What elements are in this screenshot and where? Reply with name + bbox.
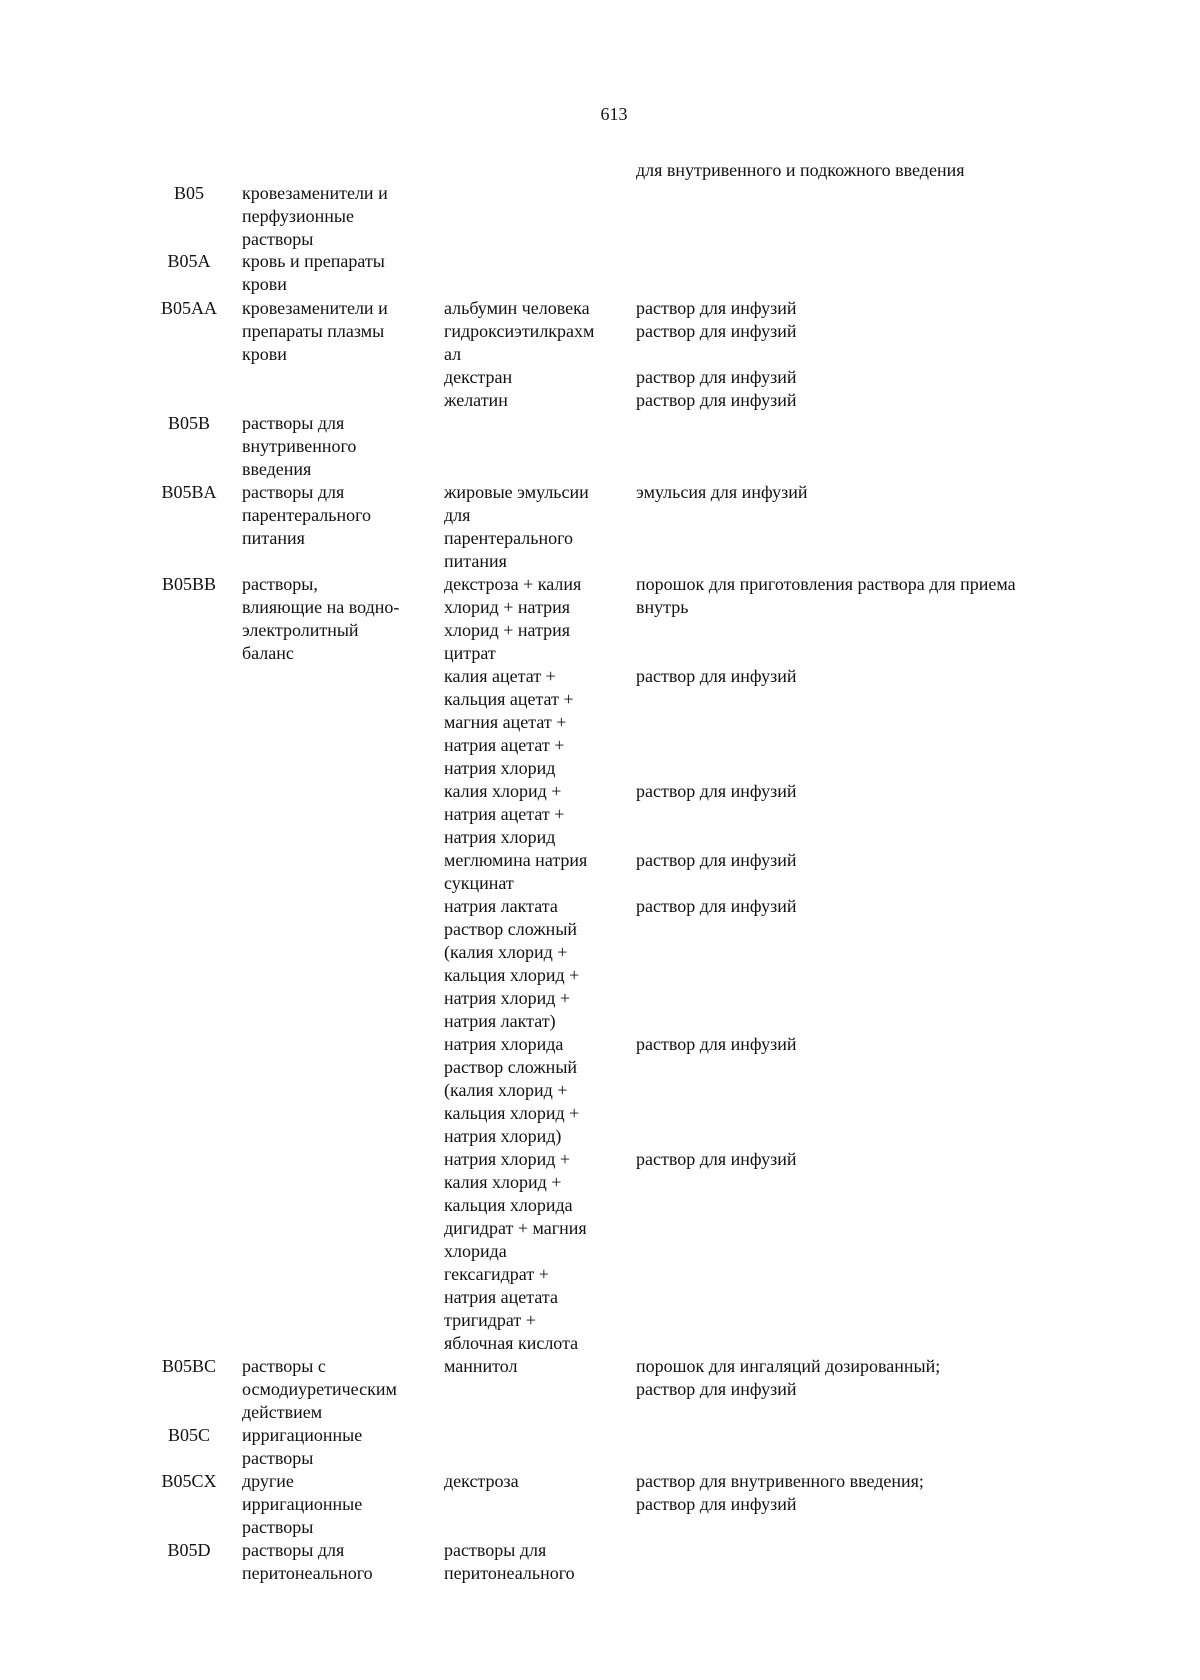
atc-code: B05AA <box>160 298 217 318</box>
group-name: кровезаменители и препараты плазмы крови <box>242 298 388 364</box>
dosage-form: раствор для инфузий <box>636 666 797 686</box>
dosage-form: эмульсия для инфузий <box>636 482 808 502</box>
substance-name: жировые эмульсии для парентерального питания <box>444 482 589 571</box>
substance-name: натрия хлорид + калия хлорид + кальция хлорида дигидрат + магния хлорида гексагидрат + натрия ацетата тригидрат + яблочная кислота <box>444 1149 587 1353</box>
group-name: растворы для внутривенного введения <box>242 413 357 479</box>
atc-code: B05B <box>167 413 210 433</box>
atc-code: B05C <box>167 1425 210 1445</box>
dosage-form: раствор для инфузий <box>636 781 797 801</box>
substance-name: натрия лактата раствор сложный (калия хлорид + кальция хлорид + натрия хлорид + натрия лактат) <box>444 896 580 1031</box>
substance-name: желатин <box>444 390 508 410</box>
substance-name: гидроксиэтилкрахм ал <box>444 321 595 364</box>
group-name: растворы для парентерального питания <box>242 482 372 548</box>
page-number: 613 <box>600 104 628 124</box>
substance-name: декстроза + калия хлорид + натрия хлорид + натрия цитрат <box>444 574 582 663</box>
substance-name: декстроза <box>444 1471 519 1491</box>
substance-name: меглюмина натрия сукцинат <box>444 850 588 893</box>
dosage-form: раствор для инфузий <box>636 1034 797 1054</box>
substance-name: растворы для перитонеального <box>444 1540 575 1583</box>
substance-name: калия хлорид + натрия ацетат + натрия хлорид <box>444 781 565 847</box>
dosage-form: раствор для внутривенного введения; раствор для инфузий <box>636 1471 924 1514</box>
dosage-form: раствор для инфузий <box>636 1149 797 1169</box>
group-name: кровезаменители и перфузионные растворы <box>242 183 388 249</box>
substance-name: калия ацетат + кальция ацетат + магния ацетат + натрия ацетат + натрия хлорид <box>444 666 574 778</box>
atc-code: B05 <box>173 183 204 203</box>
dosage-form: раствор для инфузий <box>636 390 797 410</box>
dosage-form: порошок для приготовления раствора для приема внутрь <box>636 574 1016 617</box>
atc-code: B05A <box>167 251 211 271</box>
substance-name: маннитол <box>444 1356 518 1376</box>
group-name: растворы с осмодиуретическим действием <box>242 1356 397 1422</box>
substance-name: декстран <box>444 367 513 387</box>
atc-code: B05BB <box>161 574 217 594</box>
group-name: растворы, влияющие на водно- электролитный баланс <box>242 574 400 663</box>
group-name: растворы для перитонеального <box>242 1540 373 1583</box>
continuation-text: для внутривенного и подкожного введения <box>636 160 965 180</box>
dosage-form: раствор для инфузий <box>636 321 797 341</box>
dosage-form: порошок для ингаляций дозированный; раствор для инфузий <box>636 1356 941 1399</box>
group-name: ирригационные растворы <box>242 1425 363 1468</box>
atc-code: B05BA <box>161 482 217 502</box>
atc-code: B05CX <box>161 1471 217 1491</box>
atc-code: B05BC <box>161 1356 217 1376</box>
group-name: кровь и препараты крови <box>242 251 385 294</box>
dosage-form: раствор для инфузий <box>636 298 797 318</box>
dosage-form: раствор для инфузий <box>636 367 797 387</box>
dosage-form: раствор для инфузий <box>636 896 797 916</box>
group-name: другие ирригационные растворы <box>242 1471 363 1537</box>
substance-name: альбумин человека <box>444 298 590 318</box>
atc-code: B05D <box>167 1540 211 1560</box>
dosage-form: раствор для инфузий <box>636 850 797 870</box>
substance-name: натрия хлорида раствор сложный (калия хлорид + кальция хлорид + натрия хлорид) <box>444 1034 580 1146</box>
